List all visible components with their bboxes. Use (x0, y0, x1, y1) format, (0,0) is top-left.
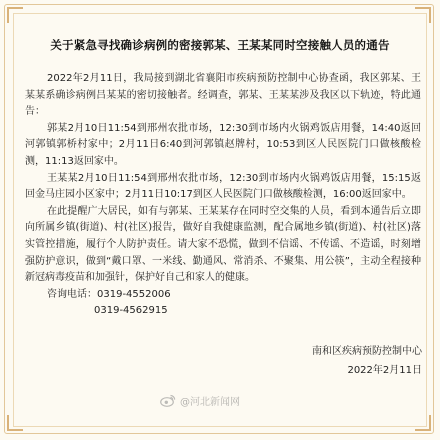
trajectory-text: 2月10日11:54到邢州农批市场，12:30到市场内火锅鸡饭店用餐，15:15返回金马庄园小区家中；2月11日10:17到区人民医院门口做核酸检测，16:00返回家中。 (25, 172, 422, 201)
intro-paragraph: 2022年2月11日，我局接到湖北省襄阳市疾病预防控制中心协查函，我区郭某、王某某系确诊病例吕某某的密切接触者。经调查，郭某、王某某涉及我区以下轨迹，特此通告： (25, 73, 421, 118)
phone-number-2: 0319-4562915 (94, 305, 168, 317)
watermark-text: @河北新闻网 (180, 396, 240, 408)
person-name: 王某某 (47, 172, 78, 184)
corner-ornament (415, 7, 431, 23)
notice-body (25, 71, 421, 320)
weibo-icon (160, 394, 176, 407)
corner-ornament (7, 7, 23, 23)
trajectory-text: 2月10日11:54到邢州农批市场，12:30到市场内火锅鸡饭店用餐，14:40返回河郭镇郭桥村家中；2月11日6:40到河郭镇赵牌村，10:53到区人民医院门口做核酸检测，11:13返回家中。 (25, 122, 422, 167)
contact-line (25, 287, 421, 304)
contact-line-2 (25, 303, 421, 320)
notice-title: 关于紧急寻找确诊病例的密接郭某、王某某同时空接触人员的通告 (50, 38, 390, 52)
contact-label: 咨询电话： (47, 288, 97, 300)
watermark (160, 392, 290, 408)
trajectory-paragraph-guo (25, 121, 421, 171)
notice-signature (312, 343, 422, 380)
phone-number-1: 0319-4552006 (97, 288, 171, 300)
corner-ornament (7, 415, 23, 431)
appeal-paragraph: 在此提醒广大居民，如有与郭某、王某某存在同时空交集的人员，看到本通告后立即向所属乡镇(街道)、村(社区)报告，做好自我健康监测，配合属地乡镇(街道)、村(社区)落实管控措施，履行个人防护责任。请大家不恐慌，做到不信谣、不传谣、不造谣，时刻增强防护意识，做到“戴口罩、一米线、勤通风、常消杀、不聚集、用公筷”，主动全程接种新冠病毒疫苗和加强针，保护好自己和家人的健康。 (25, 205, 421, 284)
corner-ornament (415, 415, 431, 431)
signature-date: 2022年2月11日 (347, 364, 422, 376)
trajectory-paragraph-wang (25, 171, 421, 204)
signature-org: 南和区疾病预防控制中心 (312, 346, 422, 357)
person-name: 郭某 (47, 122, 68, 134)
